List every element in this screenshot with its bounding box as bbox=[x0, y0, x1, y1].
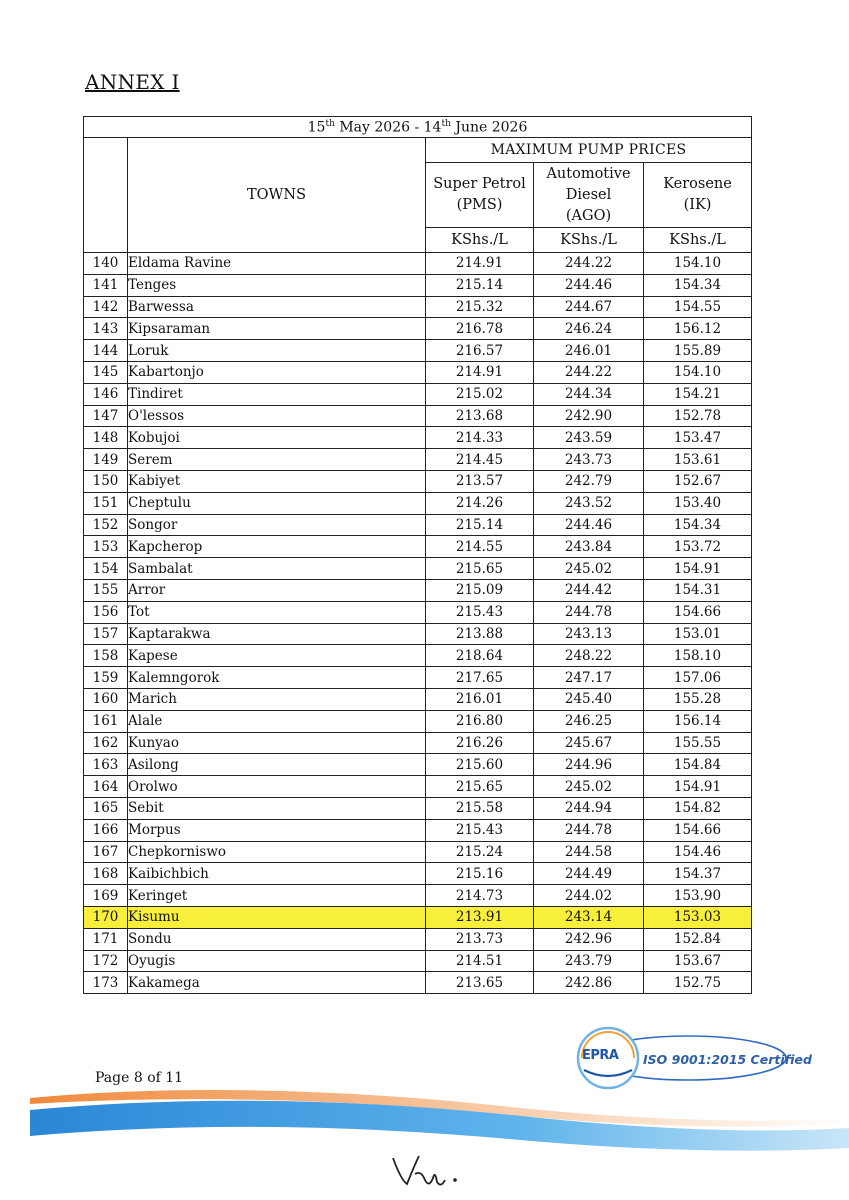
row-number: 141 bbox=[84, 274, 128, 296]
ik-price: 154.82 bbox=[644, 797, 752, 819]
table-row bbox=[84, 318, 752, 340]
table-row bbox=[84, 776, 752, 798]
ago-price: 244.46 bbox=[534, 514, 644, 536]
town-name: Kaibichbich bbox=[128, 863, 426, 885]
footer-wave bbox=[0, 1078, 849, 1158]
pms-price: 214.45 bbox=[426, 449, 534, 471]
table-row bbox=[84, 754, 752, 776]
ik-unit: KShs./L bbox=[644, 228, 752, 253]
table-row bbox=[84, 645, 752, 667]
pms-price: 213.73 bbox=[426, 928, 534, 950]
ago-price: 242.96 bbox=[534, 928, 644, 950]
ik-price: 152.84 bbox=[644, 928, 752, 950]
table-row bbox=[84, 383, 752, 405]
table-row bbox=[84, 972, 752, 994]
ik-price: 154.84 bbox=[644, 754, 752, 776]
page-number: Page 8 of 11 bbox=[95, 1070, 184, 1086]
town-name: Kunyao bbox=[128, 732, 426, 754]
ik-price: 154.21 bbox=[644, 383, 752, 405]
ago-price: 246.24 bbox=[534, 318, 644, 340]
ik-price: 158.10 bbox=[644, 645, 752, 667]
period-header: 15th May 2026 - 14th June 2026 bbox=[84, 117, 752, 138]
town-name: Keringet bbox=[128, 885, 426, 907]
ik-price: 154.31 bbox=[644, 579, 752, 601]
ago-price: 243.52 bbox=[534, 492, 644, 514]
pms-price: 213.88 bbox=[426, 623, 534, 645]
row-number: 160 bbox=[84, 688, 128, 710]
table-row bbox=[84, 470, 752, 492]
town-name: Eldama Ravine bbox=[128, 253, 426, 275]
town-name: Alale bbox=[128, 710, 426, 732]
town-name: Songor bbox=[128, 514, 426, 536]
table-row bbox=[84, 361, 752, 383]
town-name: Tot bbox=[128, 601, 426, 623]
ago-price: 243.13 bbox=[534, 623, 644, 645]
row-number: 147 bbox=[84, 405, 128, 427]
ik-price: 155.28 bbox=[644, 688, 752, 710]
number-column-header bbox=[84, 138, 128, 253]
ik-price: 152.78 bbox=[644, 405, 752, 427]
pms-price: 215.14 bbox=[426, 514, 534, 536]
row-number: 172 bbox=[84, 950, 128, 972]
table-row bbox=[84, 863, 752, 885]
town-name: Chepkorniswo bbox=[128, 841, 426, 863]
row-number: 162 bbox=[84, 732, 128, 754]
pms-price: 213.65 bbox=[426, 972, 534, 994]
town-name: Kapese bbox=[128, 645, 426, 667]
towns-header: TOWNS bbox=[128, 138, 426, 253]
ago-price: 244.58 bbox=[534, 841, 644, 863]
ik-price: 152.67 bbox=[644, 470, 752, 492]
row-number: 169 bbox=[84, 885, 128, 907]
signature bbox=[385, 1150, 475, 1195]
town-name: Sambalat bbox=[128, 558, 426, 580]
town-name: Sebit bbox=[128, 797, 426, 819]
ik-price: 153.72 bbox=[644, 536, 752, 558]
annex-title: ANNEX I bbox=[85, 70, 180, 94]
ago-price: 244.78 bbox=[534, 601, 644, 623]
ago-price: 248.22 bbox=[534, 645, 644, 667]
ik-price: 153.03 bbox=[644, 906, 752, 928]
ago-price: 244.96 bbox=[534, 754, 644, 776]
pms-price: 214.55 bbox=[426, 536, 534, 558]
table-row bbox=[84, 274, 752, 296]
table-row bbox=[84, 688, 752, 710]
row-number: 171 bbox=[84, 928, 128, 950]
ik-price: 153.40 bbox=[644, 492, 752, 514]
row-number: 149 bbox=[84, 449, 128, 471]
ago-price: 243.84 bbox=[534, 536, 644, 558]
epra-logo: EPRA bbox=[582, 1048, 619, 1063]
pms-price: 214.73 bbox=[426, 885, 534, 907]
row-number: 159 bbox=[84, 667, 128, 689]
ago-price: 243.79 bbox=[534, 950, 644, 972]
row-number: 164 bbox=[84, 776, 128, 798]
table-row bbox=[84, 405, 752, 427]
town-name: Arror bbox=[128, 579, 426, 601]
table-row bbox=[84, 819, 752, 841]
ago-price: 244.22 bbox=[534, 361, 644, 383]
row-number: 151 bbox=[84, 492, 128, 514]
town-name: Kaptarakwa bbox=[128, 623, 426, 645]
pms-price: 215.60 bbox=[426, 754, 534, 776]
pms-price: 215.16 bbox=[426, 863, 534, 885]
ago-price: 243.14 bbox=[534, 906, 644, 928]
ago-price: 244.49 bbox=[534, 863, 644, 885]
table-row bbox=[84, 296, 752, 318]
row-number: 155 bbox=[84, 579, 128, 601]
ago-price: 244.42 bbox=[534, 579, 644, 601]
pms-price: 215.65 bbox=[426, 776, 534, 798]
ik-price: 153.67 bbox=[644, 950, 752, 972]
pms-price: 215.09 bbox=[426, 579, 534, 601]
town-name: Kisumu bbox=[128, 906, 426, 928]
ago-price: 244.34 bbox=[534, 383, 644, 405]
pump-prices-table bbox=[83, 116, 752, 994]
town-name: Cheptulu bbox=[128, 492, 426, 514]
pms-price: 216.01 bbox=[426, 688, 534, 710]
ago-price: 244.02 bbox=[534, 885, 644, 907]
pms-price: 218.64 bbox=[426, 645, 534, 667]
town-name: Oyugis bbox=[128, 950, 426, 972]
ago-price: 246.01 bbox=[534, 340, 644, 362]
table-row bbox=[84, 340, 752, 362]
town-name: Serem bbox=[128, 449, 426, 471]
ik-price: 154.66 bbox=[644, 819, 752, 841]
ago-price: 245.40 bbox=[534, 688, 644, 710]
table-row bbox=[84, 885, 752, 907]
table-row bbox=[84, 623, 752, 645]
row-number: 168 bbox=[84, 863, 128, 885]
max-pump-prices-header: MAXIMUM PUMP PRICES bbox=[426, 138, 752, 163]
town-name: Barwessa bbox=[128, 296, 426, 318]
row-number: 170 bbox=[84, 906, 128, 928]
row-number: 158 bbox=[84, 645, 128, 667]
ik-price: 156.12 bbox=[644, 318, 752, 340]
ik-price: 154.91 bbox=[644, 558, 752, 580]
ik-price: 155.89 bbox=[644, 340, 752, 362]
row-number: 156 bbox=[84, 601, 128, 623]
ik-price: 154.10 bbox=[644, 361, 752, 383]
pms-price: 214.91 bbox=[426, 361, 534, 383]
ago-price: 247.17 bbox=[534, 667, 644, 689]
town-name: Kabartonjo bbox=[128, 361, 426, 383]
ago-price: 245.02 bbox=[534, 558, 644, 580]
ik-price: 153.61 bbox=[644, 449, 752, 471]
table-row-highlighted bbox=[84, 906, 752, 928]
ik-price: 152.75 bbox=[644, 972, 752, 994]
ik-price: 154.91 bbox=[644, 776, 752, 798]
ago-price: 245.02 bbox=[534, 776, 644, 798]
pms-unit: KShs./L bbox=[426, 228, 534, 253]
ago-column-header: Automotive Diesel (AGO) bbox=[534, 163, 644, 228]
ik-price: 154.55 bbox=[644, 296, 752, 318]
ik-price: 154.34 bbox=[644, 274, 752, 296]
pms-price: 215.43 bbox=[426, 601, 534, 623]
table-row bbox=[84, 841, 752, 863]
table-row bbox=[84, 558, 752, 580]
ago-price: 243.73 bbox=[534, 449, 644, 471]
town-name: Loruk bbox=[128, 340, 426, 362]
ago-price: 246.25 bbox=[534, 710, 644, 732]
table-row bbox=[84, 710, 752, 732]
pms-price: 214.51 bbox=[426, 950, 534, 972]
pms-price: 214.26 bbox=[426, 492, 534, 514]
town-name: Kapcherop bbox=[128, 536, 426, 558]
town-name: O'lessos bbox=[128, 405, 426, 427]
ago-price: 245.67 bbox=[534, 732, 644, 754]
ik-price: 154.37 bbox=[644, 863, 752, 885]
pms-price: 213.57 bbox=[426, 470, 534, 492]
row-number: 166 bbox=[84, 819, 128, 841]
ago-price: 244.22 bbox=[534, 253, 644, 275]
pms-price: 216.26 bbox=[426, 732, 534, 754]
ik-price: 155.55 bbox=[644, 732, 752, 754]
pms-price: 216.80 bbox=[426, 710, 534, 732]
table-row bbox=[84, 732, 752, 754]
row-number: 154 bbox=[84, 558, 128, 580]
row-number: 163 bbox=[84, 754, 128, 776]
row-number: 152 bbox=[84, 514, 128, 536]
town-name: Morpus bbox=[128, 819, 426, 841]
table-row bbox=[84, 601, 752, 623]
pms-price: 217.65 bbox=[426, 667, 534, 689]
town-name: Tindiret bbox=[128, 383, 426, 405]
pms-price: 215.65 bbox=[426, 558, 534, 580]
table-row bbox=[84, 536, 752, 558]
ago-price: 244.94 bbox=[534, 797, 644, 819]
table-row bbox=[84, 514, 752, 536]
town-name: Kipsaraman bbox=[128, 318, 426, 340]
ik-price: 154.66 bbox=[644, 601, 752, 623]
pms-price: 215.43 bbox=[426, 819, 534, 841]
row-number: 144 bbox=[84, 340, 128, 362]
ik-price: 153.01 bbox=[644, 623, 752, 645]
ik-price: 153.47 bbox=[644, 427, 752, 449]
table-row bbox=[84, 579, 752, 601]
ago-unit: KShs./L bbox=[534, 228, 644, 253]
ago-price: 244.78 bbox=[534, 819, 644, 841]
ik-price: 154.34 bbox=[644, 514, 752, 536]
town-name: Kakamega bbox=[128, 972, 426, 994]
row-number: 142 bbox=[84, 296, 128, 318]
table-row bbox=[84, 928, 752, 950]
ago-price: 243.59 bbox=[534, 427, 644, 449]
row-number: 145 bbox=[84, 361, 128, 383]
row-number: 150 bbox=[84, 470, 128, 492]
pms-column-header: Super Petrol (PMS) bbox=[426, 163, 534, 228]
ik-column-header: Kerosene (IK) bbox=[644, 163, 752, 228]
town-name: Orolwo bbox=[128, 776, 426, 798]
price-rows bbox=[84, 253, 752, 994]
row-number: 148 bbox=[84, 427, 128, 449]
row-number: 173 bbox=[84, 972, 128, 994]
town-name: Marich bbox=[128, 688, 426, 710]
town-name: Tenges bbox=[128, 274, 426, 296]
pms-price: 213.68 bbox=[426, 405, 534, 427]
row-number: 157 bbox=[84, 623, 128, 645]
town-name: Asilong bbox=[128, 754, 426, 776]
row-number: 146 bbox=[84, 383, 128, 405]
table-row bbox=[84, 667, 752, 689]
town-name: Sondu bbox=[128, 928, 426, 950]
pms-price: 215.14 bbox=[426, 274, 534, 296]
table-row bbox=[84, 449, 752, 471]
ago-price: 244.46 bbox=[534, 274, 644, 296]
ago-price: 242.90 bbox=[534, 405, 644, 427]
ago-price: 242.86 bbox=[534, 972, 644, 994]
ik-price: 157.06 bbox=[644, 667, 752, 689]
iso-certification: ISO 9001:2015 Certified bbox=[643, 1052, 812, 1067]
pms-price: 215.32 bbox=[426, 296, 534, 318]
row-number: 165 bbox=[84, 797, 128, 819]
town-name: Kabiyet bbox=[128, 470, 426, 492]
pms-price: 213.91 bbox=[426, 906, 534, 928]
row-number: 140 bbox=[84, 253, 128, 275]
row-number: 153 bbox=[84, 536, 128, 558]
ago-price: 242.79 bbox=[534, 470, 644, 492]
table-row bbox=[84, 253, 752, 275]
pms-price: 214.91 bbox=[426, 253, 534, 275]
ago-price: 244.67 bbox=[534, 296, 644, 318]
ik-price: 153.90 bbox=[644, 885, 752, 907]
row-number: 167 bbox=[84, 841, 128, 863]
table-row bbox=[84, 950, 752, 972]
pms-price: 216.78 bbox=[426, 318, 534, 340]
table-row bbox=[84, 797, 752, 819]
pms-price: 215.58 bbox=[426, 797, 534, 819]
pms-price: 215.02 bbox=[426, 383, 534, 405]
pms-price: 215.24 bbox=[426, 841, 534, 863]
pms-price: 216.57 bbox=[426, 340, 534, 362]
row-number: 143 bbox=[84, 318, 128, 340]
row-number: 161 bbox=[84, 710, 128, 732]
ik-price: 154.10 bbox=[644, 253, 752, 275]
town-name: Kobujoi bbox=[128, 427, 426, 449]
table-row bbox=[84, 492, 752, 514]
ik-price: 156.14 bbox=[644, 710, 752, 732]
pms-price: 214.33 bbox=[426, 427, 534, 449]
town-name: Kalemngorok bbox=[128, 667, 426, 689]
table-row bbox=[84, 427, 752, 449]
ik-price: 154.46 bbox=[644, 841, 752, 863]
